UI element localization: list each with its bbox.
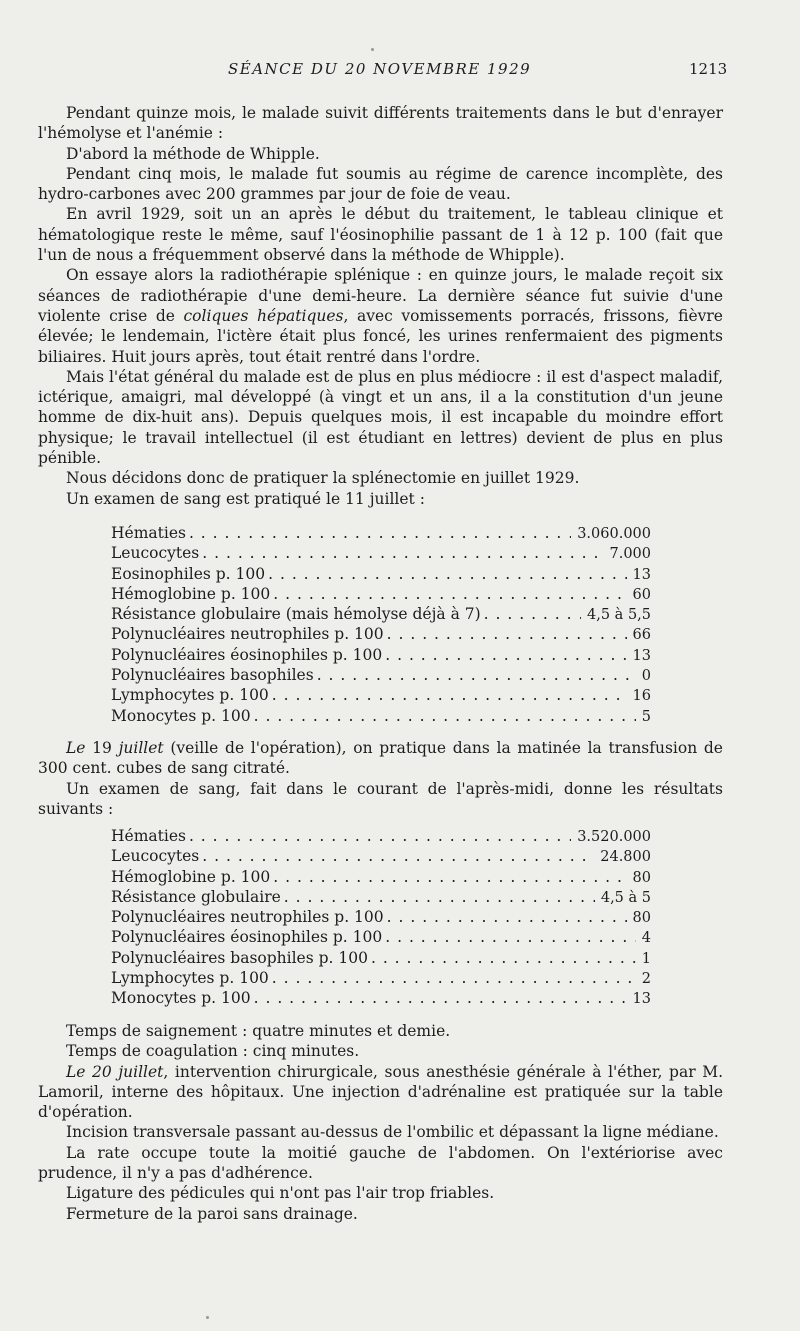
paragraph: Un examen de sang est pratiqué le 11 juillet : bbox=[66, 489, 425, 508]
row-label: Polynucléaires éosinophiles p. 100 bbox=[111, 645, 383, 664]
row-value: 1 bbox=[641, 950, 651, 967]
paragraph: Fermeture de la paroi sans drainage. bbox=[66, 1204, 358, 1223]
table-row bbox=[111, 564, 651, 584]
table-row bbox=[111, 523, 651, 543]
row-label: Résistance globulaire (mais hémolyse déjà à 7) bbox=[111, 605, 481, 624]
row-value: 7.000 bbox=[609, 546, 651, 563]
row-label: Hémoglobine p. 100 bbox=[111, 867, 271, 886]
paragraph: Ligature des pédicules qui n'ont pas l'air trop friables. bbox=[66, 1184, 495, 1203]
print-speck bbox=[371, 48, 374, 51]
row-label: Hématies bbox=[111, 524, 186, 542]
date-italic: 20 juillet bbox=[92, 1062, 164, 1081]
italic-term: coliques hépatiques bbox=[183, 306, 344, 325]
row-label: Monocytes p. 100 bbox=[111, 989, 251, 1008]
row-value: 4,5 à 5 bbox=[600, 889, 651, 906]
paragraph-text: , intervention chirurgicale, sous anesthésie générale à l'éther, par M. Lamoril, interne des hôpitaux. Une injection d'adrénaline est pratiquée sur la table d'opération. bbox=[38, 1062, 723, 1122]
row-value: 5 bbox=[641, 708, 651, 725]
paragraph-text: On essaye alors la radiothérapie splénique : en quinze jours, le malade reçoit six séances de radiothérapie d'une demi-heure. La dernière séance fut suivie d'une violente crise de bbox=[38, 266, 723, 325]
table-row bbox=[111, 543, 651, 563]
table-row bbox=[111, 887, 651, 907]
row-value: 3.520.000 bbox=[577, 829, 651, 845]
page-number: 1213 bbox=[689, 60, 728, 78]
row-value: 2 bbox=[641, 971, 651, 988]
table-row bbox=[111, 706, 651, 726]
paragraph: Temps de saignement : quatre minutes et demie. bbox=[66, 1022, 451, 1040]
row-label: Polynucléaires neutrophiles p. 100 bbox=[111, 625, 384, 644]
row-value: 24.800 bbox=[600, 849, 651, 866]
paragraph: Incision transversale passant au-dessus de l'ombilic et dépassant la ligne médiane. bbox=[66, 1123, 719, 1142]
row-value: 0 bbox=[641, 668, 651, 685]
row-label: Lymphocytes p. 100 bbox=[111, 969, 269, 988]
row-value: 66 bbox=[632, 627, 651, 644]
paragraph: D'abord la méthode de Whipple. bbox=[66, 144, 320, 163]
blood-exam-table-1 bbox=[111, 523, 651, 726]
table-row bbox=[111, 604, 651, 624]
row-value: 13 bbox=[632, 991, 651, 1008]
table-row bbox=[111, 645, 651, 665]
row-label: Polynucléaires basophiles bbox=[111, 666, 314, 685]
row-label: Polynucléaires neutrophiles p. 100 bbox=[111, 908, 384, 927]
page-header bbox=[0, 60, 800, 82]
text-block-middle bbox=[38, 738, 723, 819]
paragraph-text: (veille de l'opération), on pratique dans la matinée la transfusion de 300 cent. cubes de sang citraté. bbox=[38, 739, 723, 778]
table-row bbox=[111, 846, 651, 866]
text-block-top bbox=[38, 103, 723, 509]
date-month: juillet bbox=[118, 739, 164, 757]
row-label: Eosinophiles p. 100 bbox=[111, 564, 266, 583]
paragraph: Temps de coagulation : cinq minutes. bbox=[66, 1042, 360, 1061]
paragraph: Pendant quinze mois, le malade suivit différents traitements dans le but d'enrayer l'hémolyse et l'anémie : bbox=[38, 104, 723, 143]
table-row bbox=[111, 584, 651, 604]
row-value: 4,5 à 5,5 bbox=[587, 607, 651, 624]
row-label: Leucocytes bbox=[111, 544, 200, 563]
table-row bbox=[111, 988, 651, 1008]
paragraph-text: , avec vomissements porracés, frissons, fièvre élevée; le lendemain, l'ictère était plus foncé, les urines renfermaient des pigments biliaires. Huit jours après, tout était rentré dans l'ordre. bbox=[38, 306, 723, 366]
row-label: Leucocytes bbox=[111, 847, 200, 866]
paragraph: Nous décidons donc de pratiquer la splénectomie en juillet 1929. bbox=[66, 469, 580, 488]
paragraph: Mais l'état général du malade est de plus en plus médiocre : il est d'aspect maladif, ictérique, amaigri, mal développé (à vingt et un ans, il a la constitution d'un jeune homme de dix-huit ans). Depuis quelques mois, il est incapable du moindre effort physique; le travail intellectuel (il est étudiant en lettres) devient de plus en plus pénible. bbox=[38, 367, 723, 468]
row-label: Polynucléaires basophiles p. 100 bbox=[111, 948, 368, 967]
paragraph: La rate occupe toute la moitié gauche de l'abdomen. On l'extériorise avec prudence, il n'y a pas d'adhérence. bbox=[38, 1143, 723, 1183]
row-label: Monocytes p. 100 bbox=[111, 706, 251, 725]
row-label: Polynucléaires éosinophiles p. 100 bbox=[111, 928, 383, 947]
row-value: 16 bbox=[632, 688, 651, 705]
print-speck bbox=[206, 1316, 209, 1319]
blood-exam-table-2 bbox=[111, 826, 651, 1009]
row-value: 13 bbox=[632, 566, 651, 583]
table-row bbox=[111, 968, 651, 988]
date-number: 19 bbox=[92, 739, 112, 757]
table-row bbox=[111, 867, 651, 887]
paragraph: Un examen de sang, fait dans le courant de l'après-midi, donne les résultats suivants : bbox=[38, 779, 723, 818]
paragraph-transfusion bbox=[38, 738, 723, 779]
row-value: 80 bbox=[632, 869, 651, 886]
table-row bbox=[111, 927, 651, 947]
paragraph: En avril 1929, soit un an après le début du traitement, le tableau clinique et hématologique reste le même, sauf l'éosinophilie passant de 1 à 12 p. 100 (fait que l'un de nous a fréquemment observé dans la méthode de Whipple). bbox=[38, 205, 723, 265]
row-label: Hémoglobine p. 100 bbox=[111, 584, 271, 603]
row-value: 3.060.000 bbox=[577, 526, 651, 542]
paragraph-surgery bbox=[38, 1062, 723, 1123]
italic-le: Le bbox=[66, 739, 86, 757]
row-value: 13 bbox=[632, 647, 651, 664]
row-label: Lymphocytes p. 100 bbox=[111, 686, 269, 705]
row-value: 4 bbox=[641, 930, 651, 947]
paragraph: Pendant cinq mois, le malade fut soumis au régime de carence incomplète, des hydro-carbones avec 200 grammes par jour de foie de veau. bbox=[38, 164, 723, 204]
row-label: Résistance globulaire bbox=[111, 887, 281, 906]
row-value: 80 bbox=[632, 910, 651, 927]
row-label: Hématies bbox=[111, 827, 186, 845]
table-row bbox=[111, 624, 651, 644]
table-row bbox=[111, 665, 651, 685]
row-value: 60 bbox=[632, 586, 651, 603]
italic-le: Le bbox=[66, 1062, 86, 1081]
text-block-bottom bbox=[38, 1021, 723, 1224]
paragraph-radiotherapy bbox=[38, 265, 723, 366]
table-row bbox=[111, 685, 651, 705]
running-title: SÉANCE DU 20 NOVEMBRE 1929 bbox=[228, 60, 532, 78]
table-row bbox=[111, 907, 651, 927]
table-row bbox=[111, 948, 651, 968]
table-row bbox=[111, 826, 651, 846]
